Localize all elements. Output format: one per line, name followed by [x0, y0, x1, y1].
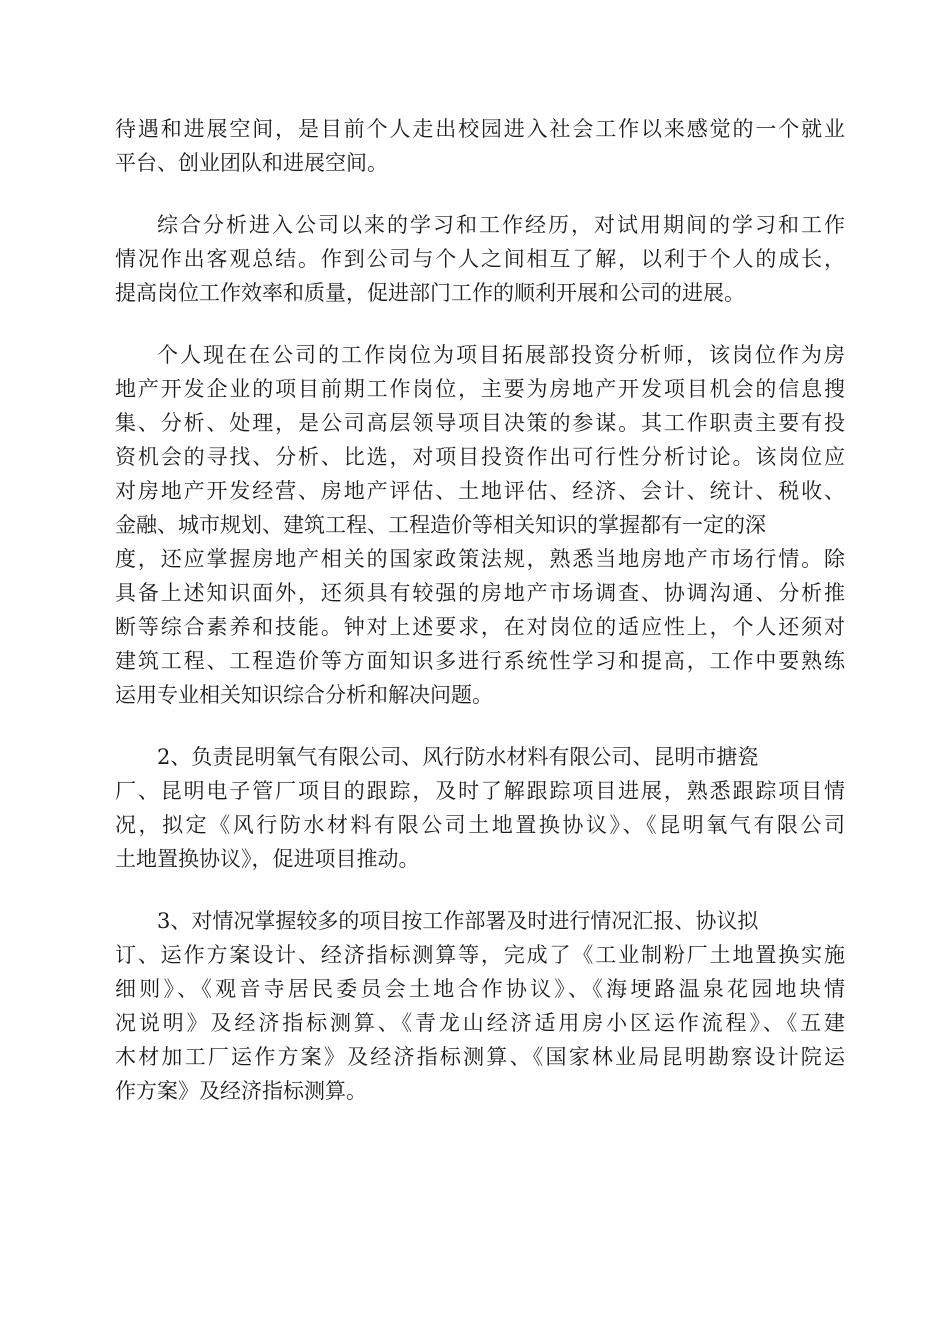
paragraph-4	[115, 740, 845, 876]
text-line: 运用专业相关知识综合分析和解决问题。	[115, 683, 493, 707]
text-line: 细则》、《观音寺居民委员会土地合作协议》、《海埂路温泉花园地块情	[115, 977, 845, 1001]
text-line: 个人现在在公司的工作岗位为项目拓展部投资分析师，该岗位作为房	[157, 343, 845, 367]
text-line: 2、负责昆明氧气有限公司、风行防水材料有限公司、昆明市搪瓷	[157, 745, 759, 769]
text-line: 厂、昆明电子管厂项目的跟踪，及时了解跟踪项目进展，熟悉跟踪项目情	[115, 779, 845, 803]
text-line: 况，拟定《风行防水材料有限公司土地置换协议》、《昆明氧气有限公司	[115, 813, 845, 837]
text-line: 建筑工程、工程造价等方面知识多进行系统性学习和提高，工作中要熟练	[115, 649, 845, 673]
text-line: 况说明》及经济指标测算、《青龙山经济适用房小区运作流程》、《五建	[115, 1011, 845, 1035]
text-line: 待遇和进展空间，是目前个人走出校园进入社会工作以来感觉的一个就业	[115, 117, 845, 141]
paragraph-5	[115, 904, 845, 1108]
text-line: 作方案》及经济指标测算。	[115, 1079, 367, 1103]
text-line: 资机会的寻找、分析、比选，对项目投资作出可行性分析讨论。该岗位应	[115, 445, 845, 469]
paragraph-1	[115, 112, 845, 180]
text-line: 集、分析、处理，是公司高层领导项目决策的参谋。其工作职责主要有投	[115, 411, 845, 435]
text-line: 3、对情况掌握较多的项目按工作部署及时进行情况汇报、协议拟	[157, 909, 759, 933]
text-line: 金融、城市规划、建筑工程、工程造价等相关知识的掌握都有一定的深	[115, 513, 766, 537]
text-line: 平台、创业团队和进展空间。	[115, 151, 388, 175]
text-line: 度，还应掌握房地产相关的国家政策法规，熟悉当地房地产市场行情。除	[115, 547, 845, 571]
text-line: 提高岗位工作效率和质量，促进部门工作的顺利开展和公司的进展。	[115, 281, 745, 305]
text-line: 情况作出客观总结。作到公司与个人之间相互了解，以利于个人的成长，	[115, 247, 845, 271]
text-line: 断等综合素养和技能。钟对上述要求，在对岗位的适应性上，个人还须对	[115, 615, 845, 639]
text-line: 木材加工厂运作方案》及经济指标测算、《国家林业局昆明勘察设计院运	[115, 1045, 845, 1069]
document-page	[115, 112, 845, 1136]
text-line: 订、运作方案设计、经济指标测算等，完成了《工业制粉厂土地置换实施	[115, 943, 845, 967]
text-line: 具备上述知识面外，还须具有较强的房地产市场调查、协调沟通、分析推	[115, 581, 845, 605]
text-line: 对房地产开发经营、房地产评估、土地评估、经济、会计、统计、税收、	[115, 479, 845, 503]
text-line: 地产开发企业的项目前期工作岗位，主要为房地产开发项目机会的信息搜	[115, 377, 845, 401]
text-line: 土地置换协议》，促进项目推动。	[115, 847, 420, 871]
text-line: 综合分析进入公司以来的学习和工作经历，对试用期间的学习和工作	[157, 213, 845, 237]
paragraph-3	[115, 338, 845, 712]
paragraph-2	[115, 208, 845, 310]
